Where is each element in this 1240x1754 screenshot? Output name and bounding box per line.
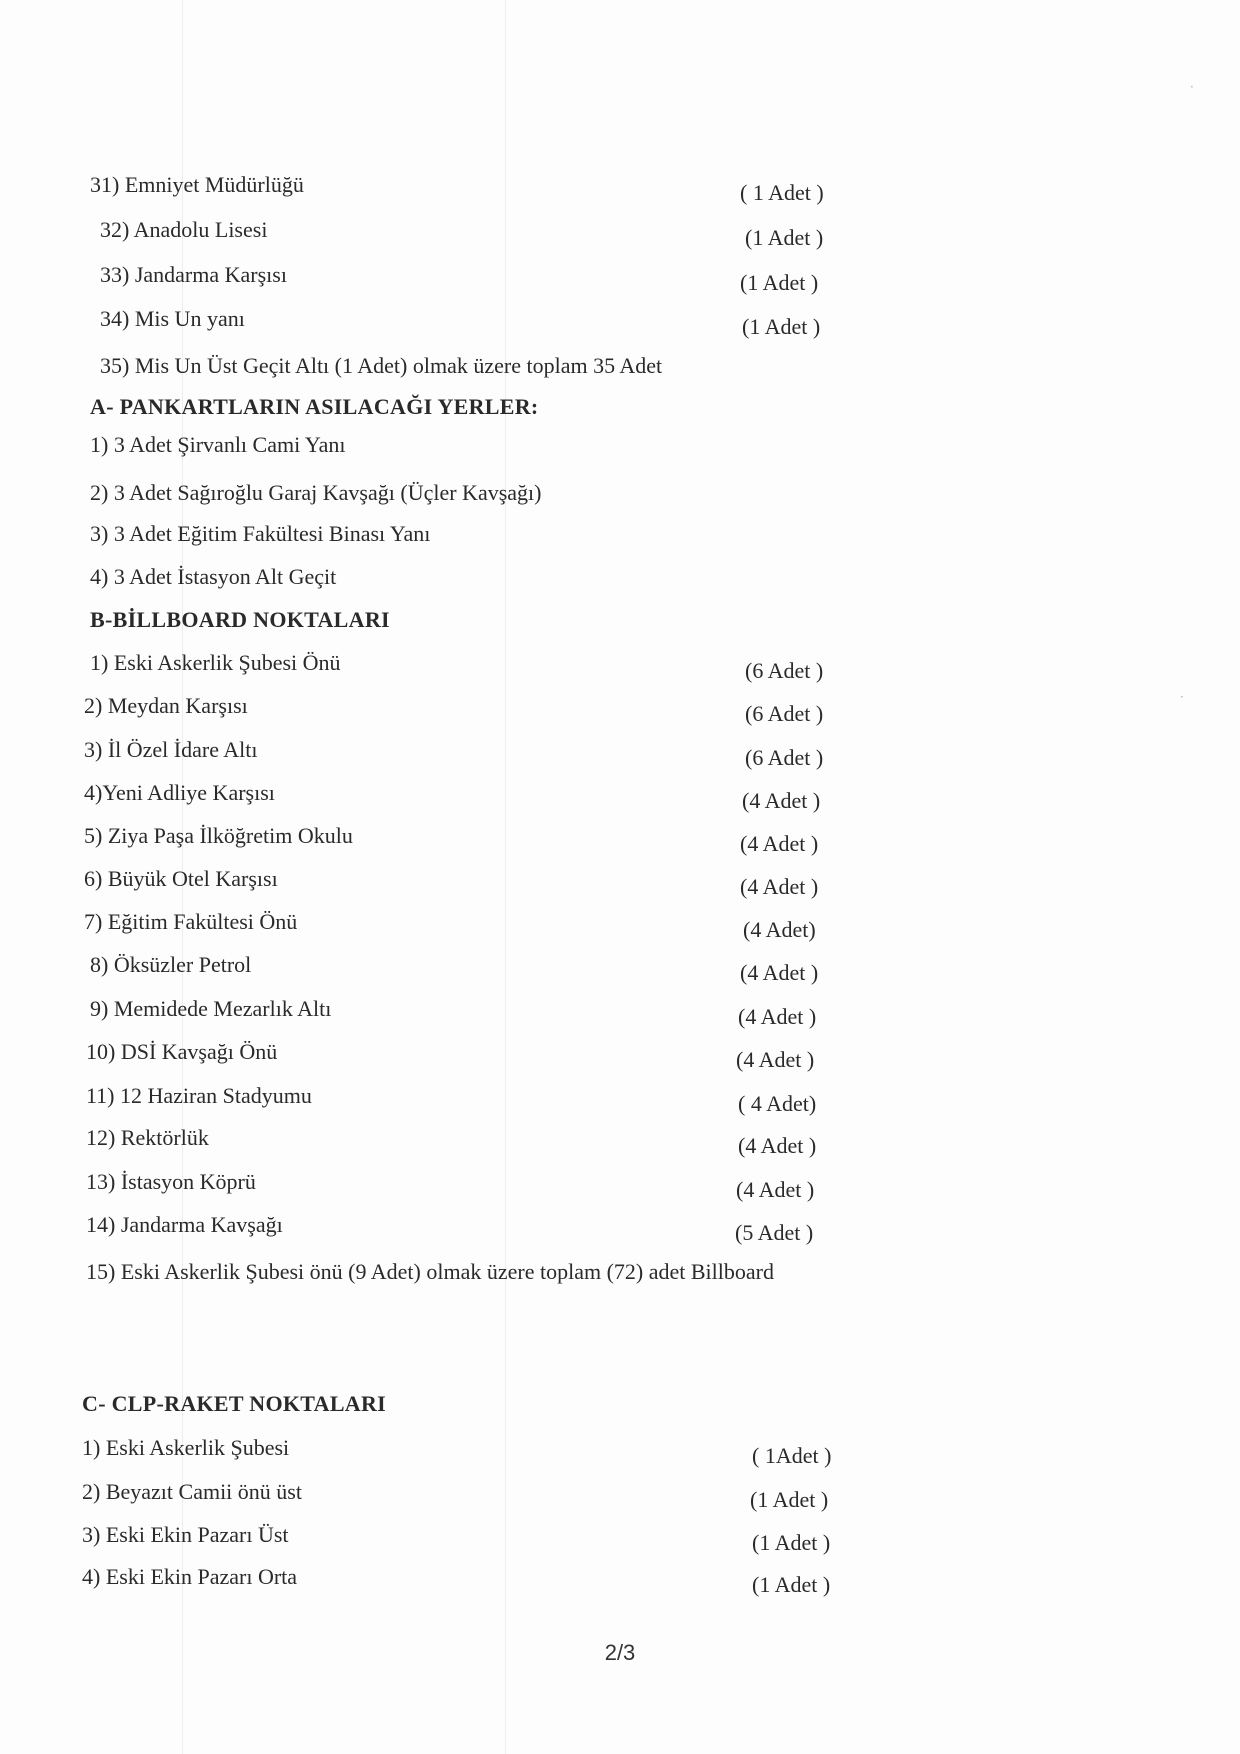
- list-item-count: (4 Adet): [743, 917, 816, 942]
- list-item: [80, 859, 860, 899]
- list-item: [80, 686, 860, 726]
- list-item-label: 15) Eski Askerlik Şubesi önü (9 Adet) olmak üzere toplam (72) adet Billboard: [86, 1259, 774, 1284]
- list-item-count: (4 Adet ): [738, 1004, 817, 1029]
- list-item-count: (1 Adet ): [752, 1530, 831, 1555]
- list-item-label: 4) 3 Adet İstasyon Alt Geçit: [90, 564, 337, 589]
- list-item-label: 34) Mis Un yanı: [100, 306, 245, 331]
- list-item: [80, 1118, 860, 1158]
- list-item: [80, 1162, 860, 1202]
- list-item: [80, 165, 860, 205]
- list-item: [80, 1515, 860, 1555]
- list-item-label: 2) Beyazıt Camii önü üst: [82, 1479, 302, 1504]
- list-item-count: (1 Adet ): [742, 314, 821, 339]
- list-item: [80, 1032, 860, 1072]
- list-item: [80, 945, 860, 985]
- list-item-label: 6) Büyük Otel Karşısı: [84, 866, 278, 891]
- list-item-label: 1) 3 Adet Şirvanlı Cami Yanı: [90, 432, 346, 457]
- list-item-label: 13) İstasyon Köprü: [86, 1169, 256, 1194]
- scan-smudge: ·: [1190, 80, 1194, 94]
- list-item-label: 12) Rektörlük: [86, 1125, 209, 1150]
- list-item-count: (4 Adet ): [740, 874, 819, 899]
- list-item-label: 3) İl Özel İdare Altı: [84, 737, 258, 762]
- list-item-label: 32) Anadolu Lisesi: [100, 217, 268, 242]
- list-item: [80, 210, 860, 250]
- list-item-count: (4 Adet ): [736, 1047, 815, 1072]
- list-item-label: 3) 3 Adet Eğitim Fakültesi Binası Yanı: [90, 521, 431, 546]
- list-item-label: 31) Emniyet Müdürlüğü: [90, 172, 304, 197]
- scan-smudge: ·: [1180, 690, 1184, 704]
- list-item-label: 3) Eski Ekin Pazarı Üst: [82, 1522, 289, 1547]
- list-item: [80, 514, 860, 554]
- list-item-label: 4)Yeni Adliye Karşısı: [84, 780, 275, 805]
- list-item-count: (6 Adet ): [745, 745, 824, 770]
- list-item-count: ( 4 Adet): [738, 1091, 817, 1116]
- list-item-label: 33) Jandarma Karşısı: [100, 262, 287, 287]
- section-b-title: B-BİLLBOARD NOKTALARI: [90, 607, 390, 632]
- list-item: [80, 730, 860, 770]
- list-item: [80, 773, 860, 813]
- list-item-label: 9) Memidede Mezarlık Altı: [90, 996, 332, 1021]
- list-item-label: 14) Jandarma Kavşağı: [86, 1212, 283, 1237]
- list-item-label: 1) Eski Askerlik Şubesi: [82, 1435, 290, 1460]
- list-item-count: (6 Adet ): [745, 658, 824, 683]
- list-item-count: (1 Adet ): [745, 225, 824, 250]
- list-item: [80, 816, 860, 856]
- list-item-count: (4 Adet ): [740, 831, 819, 856]
- list-item-count: (4 Adet ): [736, 1177, 815, 1202]
- list-item-label: 1) Eski Askerlik Şubesi Önü: [90, 650, 341, 675]
- list-item-label: 11) 12 Haziran Stadyumu: [86, 1083, 312, 1108]
- list-item-count: ( 1Adet ): [752, 1443, 832, 1468]
- list-item: [80, 902, 860, 942]
- list-item: [80, 989, 860, 1029]
- list-item-count: (1 Adet ): [752, 1572, 831, 1597]
- list-item: [80, 1252, 860, 1292]
- section-c-title: C- CLP-RAKET NOKTALARI: [82, 1391, 387, 1416]
- list-item: [80, 425, 860, 465]
- list-item-label: 2) 3 Adet Sağıroğlu Garaj Kavşağı (Üçler Kavşağı): [90, 480, 542, 505]
- list-item: [80, 299, 860, 339]
- list-item: [80, 1205, 860, 1245]
- page-number: 2/3: [604, 1640, 636, 1665]
- list-item: [80, 255, 860, 295]
- list-item-count: (1 Adet ): [750, 1487, 829, 1512]
- list-item-label: 8) Öksüzler Petrol: [90, 952, 252, 977]
- list-item: [80, 473, 860, 513]
- list-item-count: (4 Adet ): [740, 960, 819, 985]
- list-item-label: 4) Eski Ekin Pazarı Orta: [82, 1564, 298, 1589]
- list-item-count: ( 1 Adet ): [740, 180, 824, 205]
- section-a-title: A- PANKARTLARIN ASILACAĞI YERLER:: [90, 394, 539, 419]
- list-item: [80, 1076, 860, 1116]
- list-item-label: 35) Mis Un Üst Geçit Altı (1 Adet) olmak üzere toplam 35 Adet: [100, 353, 663, 378]
- list-item-count: (1 Adet ): [740, 270, 819, 295]
- list-item-label: 10) DSİ Kavşağı Önü: [86, 1039, 278, 1064]
- list-item-label: 5) Ziya Paşa İlköğretim Okulu: [84, 823, 353, 848]
- list-item-label: 7) Eğitim Fakültesi Önü: [84, 909, 298, 934]
- list-item-label: 2) Meydan Karşısı: [84, 693, 248, 718]
- list-item-count: (5 Adet ): [735, 1220, 814, 1245]
- list-item: [80, 346, 860, 386]
- list-item-count: (4 Adet ): [738, 1133, 817, 1158]
- list-item: [80, 1428, 860, 1468]
- list-item: [80, 1557, 860, 1597]
- list-item: [80, 557, 860, 597]
- list-item: [80, 1472, 860, 1512]
- list-item-count: (4 Adet ): [742, 788, 821, 813]
- list-item: [80, 643, 860, 683]
- list-item-count: (6 Adet ): [745, 701, 824, 726]
